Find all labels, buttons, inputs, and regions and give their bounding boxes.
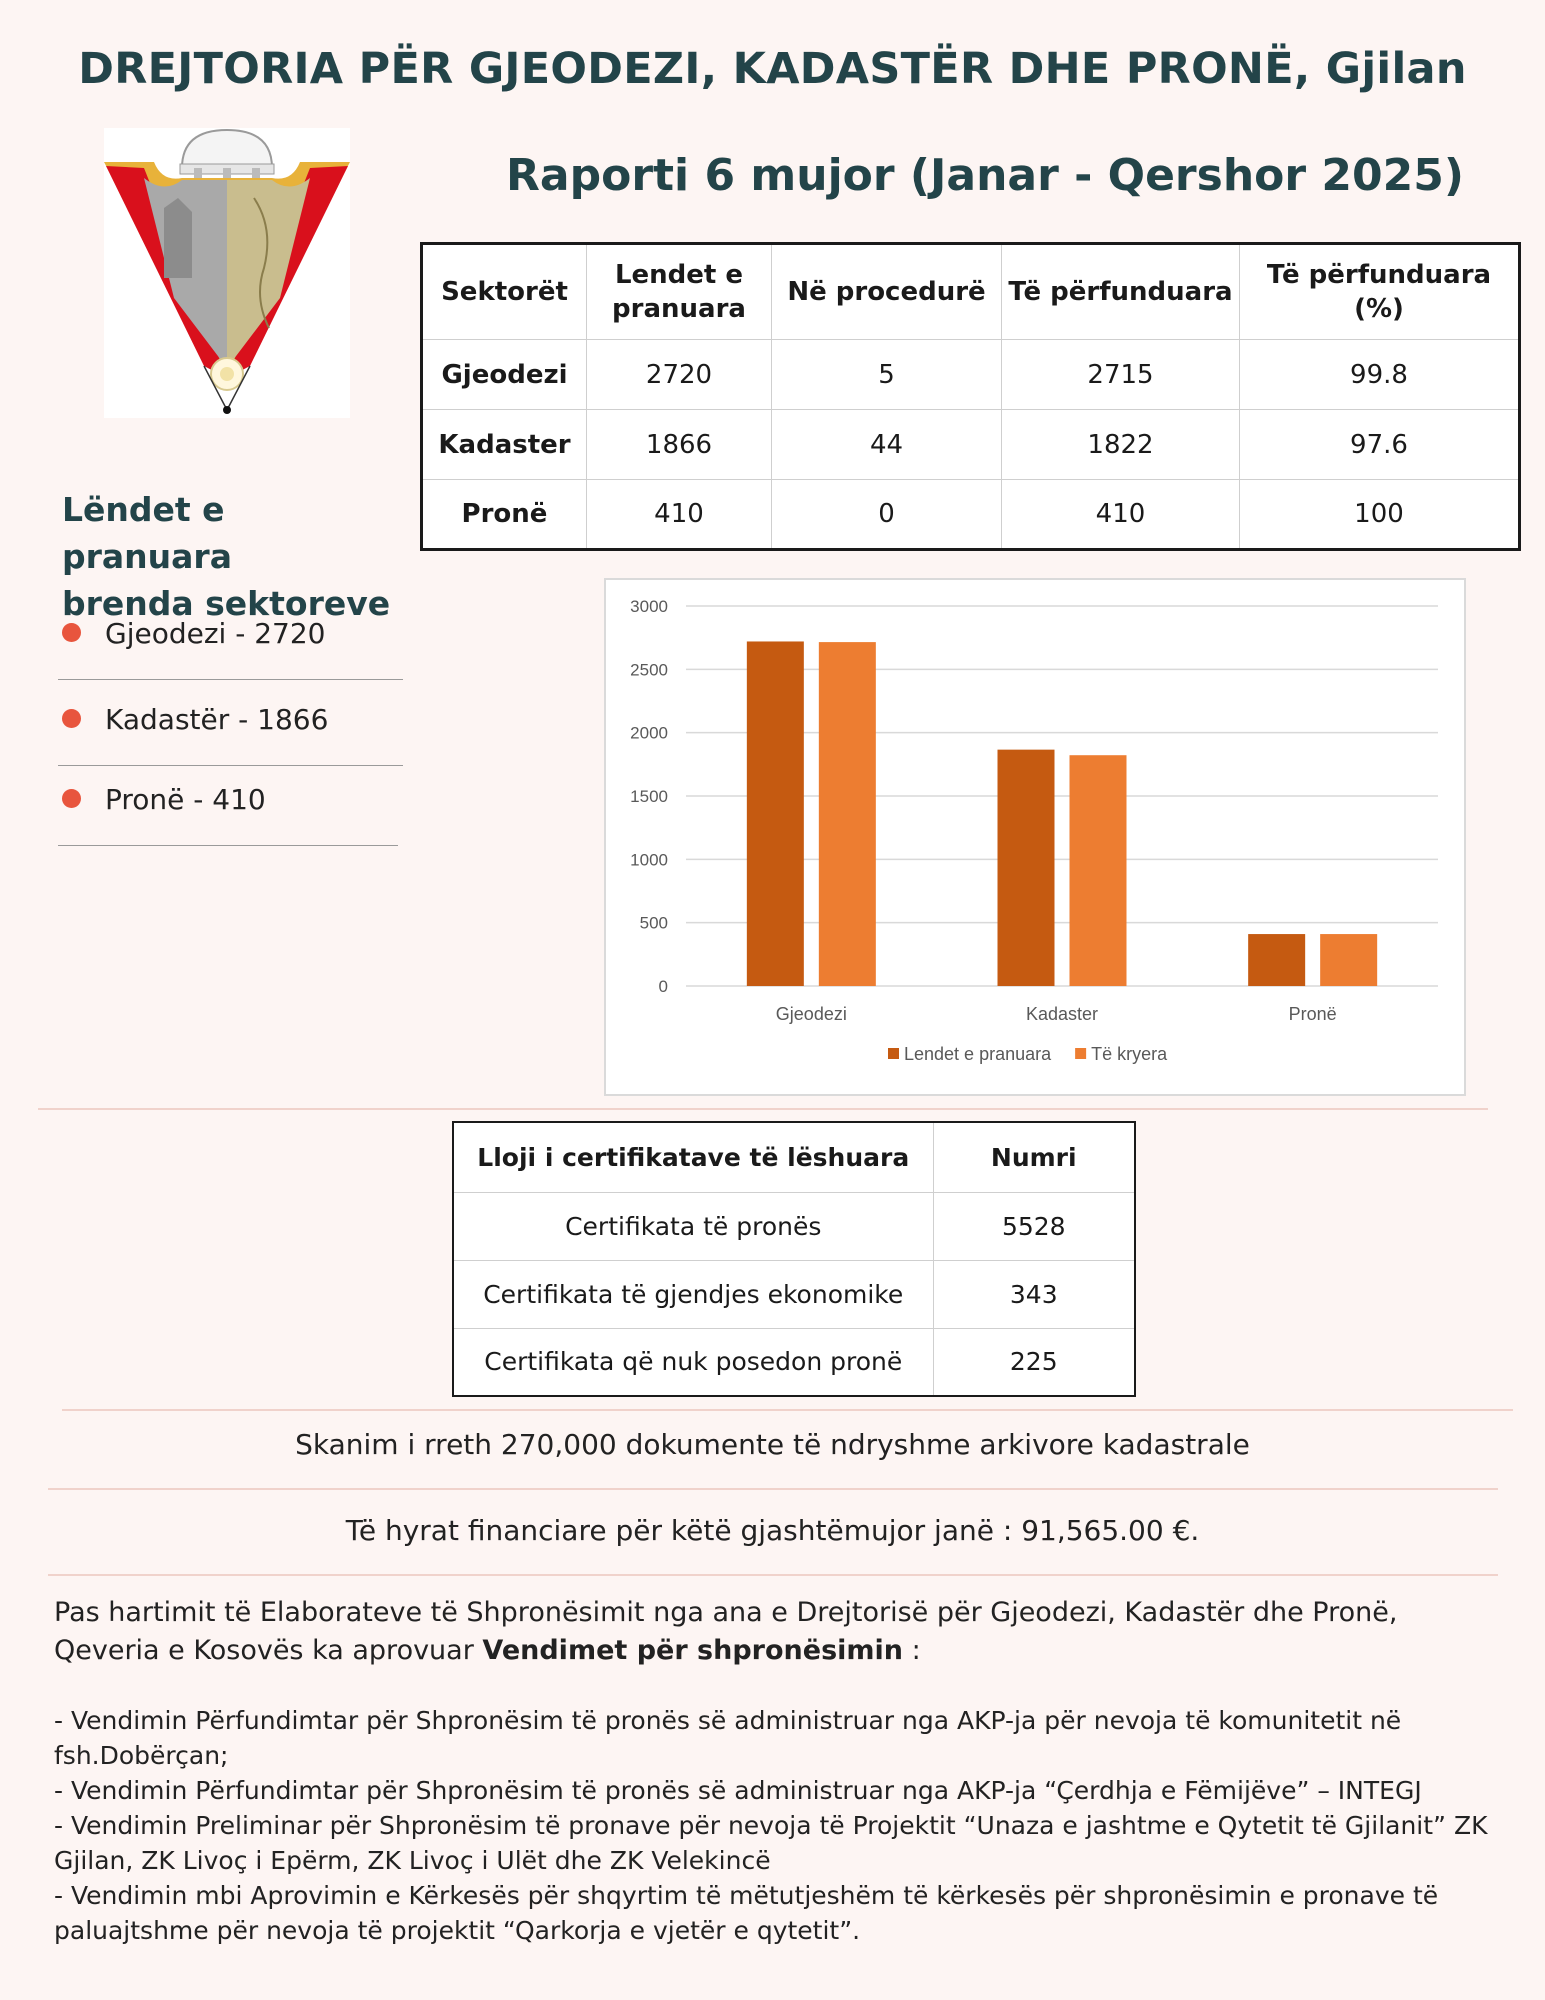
cell-received: 2720 [587,340,772,410]
section-divider [62,1409,1513,1411]
sidebar-heading-line2: brenda sektoreve [62,584,391,623]
cell-percent: 100 [1240,480,1520,550]
cell-received: 410 [587,480,772,550]
section-divider [38,1108,1488,1110]
bar-chart [604,578,1466,1096]
legend-label: Të kryera [1091,1044,1168,1064]
column-header-sectors: Sektorët [422,244,587,340]
legend-swatch [888,1048,899,1059]
certificates-table [452,1121,1136,1397]
bar-chart-svg [606,580,1464,1094]
intro-paragraph [54,1594,1494,1670]
divider [58,679,403,680]
cell-sector: Pronë [422,480,587,550]
cell-cert-type: Certifikata të gjendjes ekonomike [453,1260,933,1328]
decision-item: - Vendimin Përfundimtar për Shpronësim të pronës së administruar nga AKP-ja “Çerdhja e Fëmijëve” – INTEGJ [54,1776,1422,1805]
column-header-completed: Të përfunduara [1002,244,1240,340]
cell-completed: 2715 [1002,340,1240,410]
table-header-row [453,1122,1135,1192]
cell-count: 225 [933,1328,1135,1396]
section-divider [48,1574,1498,1576]
cell-count: 5528 [933,1192,1135,1260]
x-tick-label: Pronë [1288,1004,1337,1024]
column-header-received-line2: pranuara [612,294,746,324]
table-row [453,1328,1135,1396]
column-header-cert-type: Lloji i certifikatave të lëshuara [453,1122,933,1192]
table-row [422,340,1520,410]
column-header-count: Numri [933,1122,1135,1192]
intro-bold: Vendimet për shpronësimin [482,1635,904,1666]
y-tick-label: 2500 [630,660,668,680]
intro-text: Pas hartimit të Elaborateve të Shpronësimit nga ana e Drejtorisë për Gjeodezi, Kadastër dhe Pronë, Qeveria e Kosovës ka aprovuar [54,1597,1398,1666]
cell-completed: 1822 [1002,410,1240,480]
cell-percent: 99.8 [1240,340,1520,410]
y-tick-label: 500 [639,913,668,933]
bar [1248,934,1305,986]
scan-summary: Skanim i rreth 270,000 dokumente të ndryshme arkivore kadastrale [295,1428,1250,1461]
cell-sector: Kadaster [422,410,587,480]
x-tick-label: Gjeodezi [775,1004,847,1024]
sidebar-item-prone [62,783,402,816]
column-header-received [587,244,772,340]
cell-count: 343 [933,1260,1135,1328]
sidebar-item-label: Kadastër - 1866 [105,703,329,736]
bar [819,642,876,986]
cell-sector: Gjeodezi [422,340,587,410]
divider [58,765,403,766]
sidebar-item-kadaster [62,703,402,736]
sectors-table [420,242,1521,551]
decisions-list [54,1703,1514,1948]
cell-cert-type: Certifikata që nuk posedon pronë [453,1328,933,1396]
decision-item: - Vendimin Preliminar për Shpronësim të pronave për nevoja të Projektit “Unaza e jashtme e Qytetit të Gjilanit” ZK Gjilan, ZK Livoç i Epërm, ZK Livoç i Ulët dhe ZK Velekincë [54,1811,1488,1875]
cell-percent: 97.6 [1240,410,1520,480]
bar [998,750,1055,986]
bullet-dot-icon [62,623,81,642]
cell-cert-type: Certifikata të pronës [453,1192,933,1260]
table-header-row [422,244,1520,340]
table-row [453,1260,1135,1328]
decision-item: - Vendimin Përfundimtar për Shpronësim të pronës së administruar nga AKP-ja për nevoja të komunitetit në fsh.Dobërçan; [54,1706,1402,1770]
y-tick-label: 3000 [630,597,668,616]
sidebar-item-gjeodezi [62,617,402,650]
y-tick-label: 1500 [630,787,668,806]
bar [1070,755,1127,986]
column-header-completed-percent: Të përfunduara (%) [1240,244,1520,340]
cell-in-procedure: 44 [772,410,1002,480]
decision-item: - Vendimin mbi Aprovimin e Kërkesës për shqyrtim të mëtutjeshëm të kërkesës për shpronësimin e pronave të paluajtshme për nevoja të projektit “Qarkorja e vjetër e qytetit”. [54,1881,1439,1945]
sidebar-heading-line1: Lëndet e pranuara [62,490,232,576]
legend-label: Lendet e pranuara [904,1044,1052,1064]
sidebar-item-label: Gjeodezi - 2720 [105,617,326,650]
y-tick-label: 1000 [630,850,668,870]
page-title: DREJTORIA PËR GJEODEZI, KADASTËR DHE PRONË, Gjilan [78,44,1467,94]
sidebar-heading [62,486,402,627]
column-header-received-line1: Lendet e [614,260,744,290]
cell-in-procedure: 0 [772,480,1002,550]
y-tick-label: 0 [658,977,668,996]
section-divider [48,1488,1498,1490]
divider [58,845,398,846]
table-row [453,1192,1135,1260]
bullet-dot-icon [62,709,81,728]
table-row [422,410,1520,480]
table-row [422,480,1520,550]
cell-received: 1866 [587,410,772,480]
bar [1320,934,1377,986]
cell-in-procedure: 5 [772,340,1002,410]
bar [747,641,804,986]
legend-swatch [1075,1048,1086,1059]
column-header-in-procedure: Në procedurë [772,244,1002,340]
report-title: Raporti 6 mujor (Janar - Qershor 2025) [506,150,1464,201]
intro-tail: : [903,1635,921,1666]
emblem-logo [104,128,350,418]
x-tick-label: Kadaster [1025,1004,1099,1024]
sidebar-item-label: Pronë - 410 [105,783,266,816]
income-summary: Të hyrat financiare për këtë gjashtëmujor janë : 91,565.00 €. [345,1514,1200,1547]
cell-completed: 410 [1002,480,1240,550]
y-tick-label: 2000 [630,723,668,743]
bullet-dot-icon [62,789,81,808]
